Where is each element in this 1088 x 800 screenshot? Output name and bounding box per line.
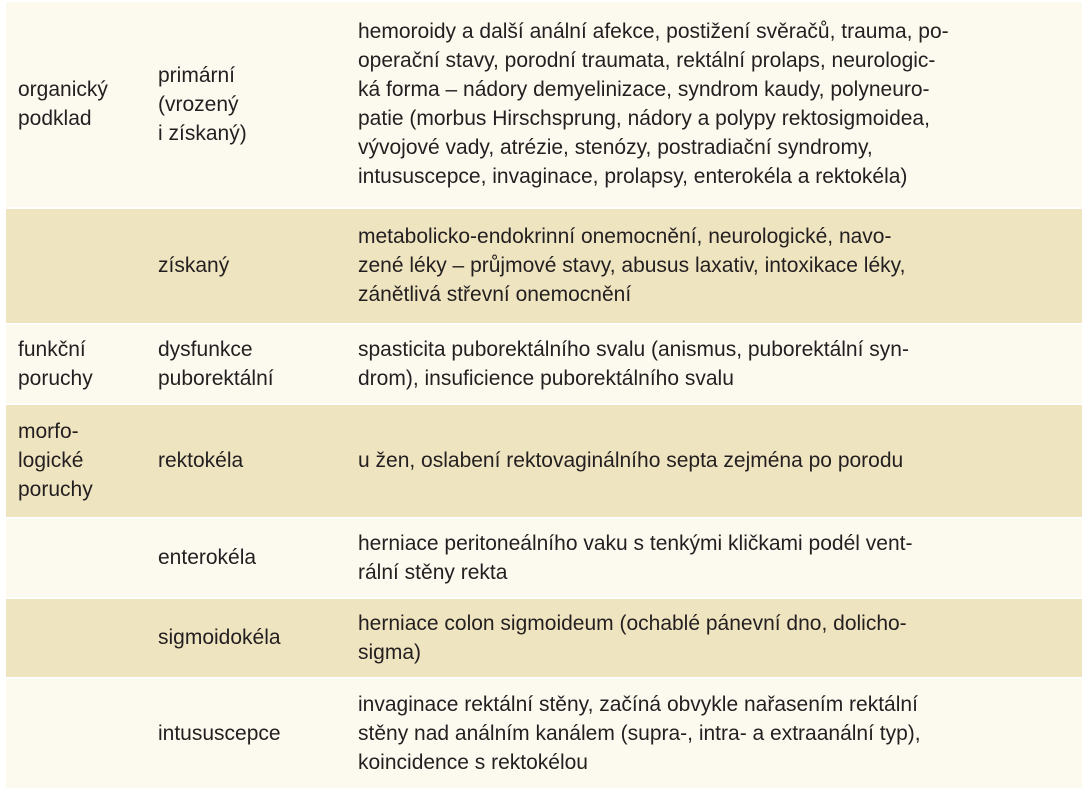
type-cell: sigmoidokéla (146, 598, 346, 678)
type-cell: primární (vrozený i získaný) (146, 2, 346, 208)
category-cell: organický podklad (6, 2, 146, 208)
table-row (6, 324, 1082, 404)
type-cell: dysfunkce puborektální (146, 324, 346, 404)
description-cell: spasticita puborektálního svalu (anismus, puborektální syn- drom), insuficience puborektálního svalu (346, 324, 1082, 404)
description-cell: invaginace rektální stěny, začíná obvykle nařasením rektální stěny nad análním kanálem (supra-, intra- a extraanální typ), koincidence s rektokélou (346, 678, 1082, 789)
causes-table (6, 2, 1082, 790)
category-cell (6, 678, 146, 789)
type-cell: intususcepce (146, 678, 346, 789)
table-row (6, 208, 1082, 324)
category-cell (6, 598, 146, 678)
category-cell (6, 208, 146, 324)
category-cell (6, 518, 146, 598)
description-cell: hemoroidy a další anální afekce, postižení svěračů, trauma, po- operační stavy, porodní traumata, rektální prolaps, neurologic- ká forma – nádory demyelinizace, syndrom kaudy, polyneuro- patie (morbus Hirschsprung, nádory a polypy rektosigmoidea, vývojové vady, atrézie, stenózy, postradiační syndromy, intususcepce, invaginace, prolapsy, enterokéla a rektokéla) (346, 2, 1082, 208)
table-row (6, 404, 1082, 518)
category-cell: funkční poruchy (6, 324, 146, 404)
description-cell: metabolicko-endokrinní onemocnění, neurologické, navo- zené léky – průjmové stavy, abusus laxativ, intoxikace léky, zánětlivá střevní onemocnění (346, 208, 1082, 324)
type-cell: enterokéla (146, 518, 346, 598)
type-cell: získaný (146, 208, 346, 324)
description-cell: herniace colon sigmoideum (ochablé pánevní dno, dolicho- sigma) (346, 598, 1082, 678)
description-cell: u žen, oslabení rektovaginálního septa zejména po porodu (346, 404, 1082, 518)
table-row (6, 678, 1082, 789)
table-row (6, 598, 1082, 678)
description-cell: herniace peritoneálního vaku s tenkými kličkami podél vent- rální stěny rekta (346, 518, 1082, 598)
category-cell: morfo- logické poruchy (6, 404, 146, 518)
table-row (6, 518, 1082, 598)
type-cell: rektokéla (146, 404, 346, 518)
table-row (6, 2, 1082, 208)
